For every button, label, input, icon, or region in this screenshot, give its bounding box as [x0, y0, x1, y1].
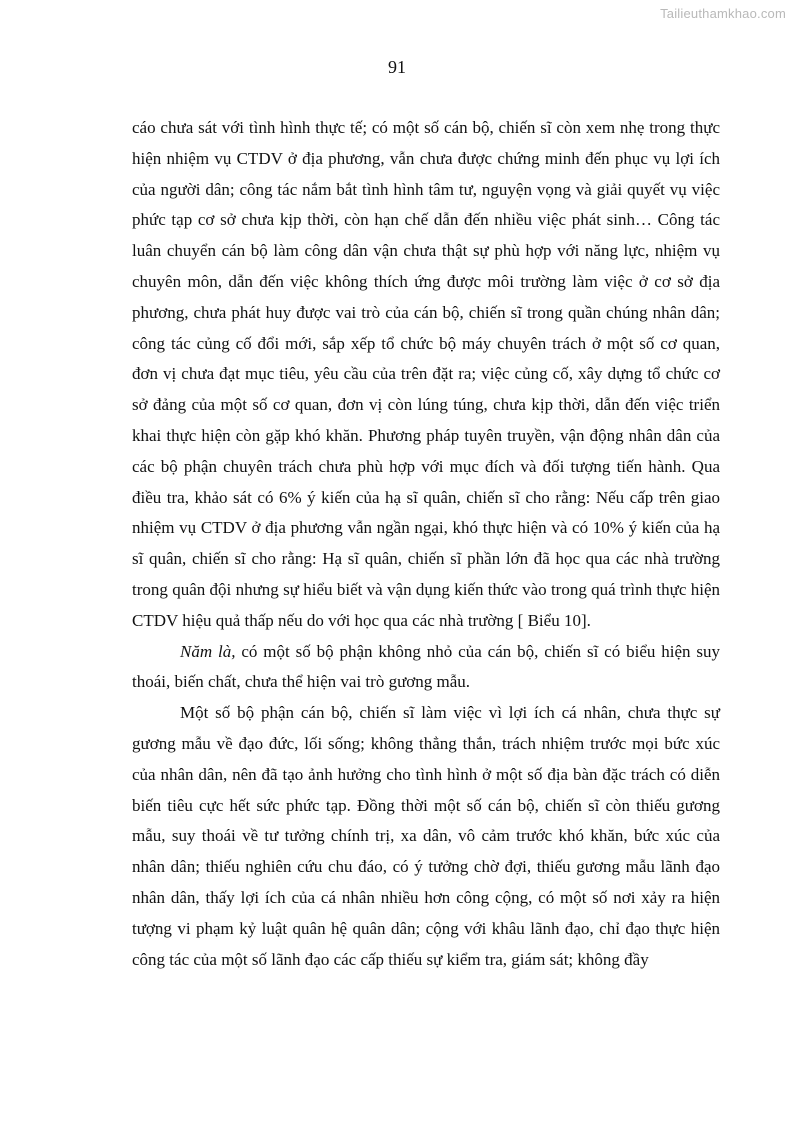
paragraph-text: có một số bộ phận không nhỏ của cán bộ, chiến sĩ có biểu hiện suy thoái, biến chất, chưa thể hiện vai trò gương mẫu. — [132, 641, 721, 692]
paragraph-detail: Một số bộ phận cán bộ, chiến sĩ làm việc vì lợi ích cá nhân, chưa thực sự gương mẫu về đạo đức, lối sống; không thẳng thắn, trách nhiệm trước mọi bức xúc của nhân dân, nên đã tạo ảnh hưởng cho tình hình ở một số địa bàn đặc trách có diễn biến tiêu cực hết sức phức tạp. Đồng thời một số cán bộ, chiến sĩ còn thiếu gương mẫu, suy thoái về tư tưởng chính trị, xa dân, vô cảm trước khó khăn, bức xúc của nhân dân; thiếu nghiên cứu chu đáo, có ý tưởng chờ đợi, thiếu gương mẫu lãnh đạo nhân dân, thấy lợi ích của cá nhân nhiều hơn công cộng, có một số nơi xảy ra hiện tượng vi phạm kỷ luật quân hệ quân dân; cộng với khâu lãnh đạo, chỉ đạo thực hiện công tác của một số lãnh đạo các cấp thiếu sự kiểm tra, giám sát; không đầy — [132, 703, 720, 969]
document-body — [132, 113, 720, 975]
paragraph-fifth-point — [132, 637, 720, 699]
page-number: 91 — [388, 57, 406, 77]
paragraph-lead-phrase: Năm là, — [180, 641, 236, 661]
watermark: Tailieuthamkhao.com — [660, 6, 786, 21]
paragraph-continuation: cáo chưa sát với tình hình thực tế; có một số cán bộ, chiến sĩ còn xem nhẹ trong thực hiện nhiệm vụ CTDV ở địa phương, vẫn chưa được chứng minh đến phục vụ lợi ích của người dân; công tác nắm bắt tình hình tâm tư, nguyện vọng và giải quyết vụ việc phức tạp cơ sở chưa kịp thời, còn hạn chế dẫn đến nhiều việc phát sinh… Công tác luân chuyển cán bộ làm công dân vận chưa thật sự phù hợp với năng lực, nhiệm vụ chuyên môn, dẫn đến việc không thích ứng được môi trường làm việc ở cơ sở địa phương, chưa phát huy được vai trò của cán bộ, chiến sĩ trong quần chúng nhân dân; công tác củng cố đổi mới, sắp xếp tổ chức bộ máy chuyên trách ở một số cơ quan, đơn vị chưa đạt mục tiêu, yêu cầu của trên đặt ra; việc củng cố, xây dựng tổ chức cơ sở đảng của một số cơ quan, đơn vị còn lúng túng, chưa kịp thời, dẫn đến việc triển khai thực hiện còn gặp khó khăn. Phương pháp tuyên truyền, vận động nhân dân của các bộ phận chuyên trách chưa phù hợp với mục đích và đối tượng tiến hành. Qua điều tra, khảo sát có 6% ý kiến của hạ sĩ quân, chiến sĩ cho rằng: Nếu cấp trên giao nhiệm vụ CTDV ở địa phương vẫn ngần ngại, khó thực hiện và có 10% ý kiến của hạ sĩ quân, chiến sĩ cho rằng: Hạ sĩ quân, chiến sĩ phần lớn đã học qua các nhà trường trong quân đội nhưng sự hiểu biết và vận dụng kiến thức vào trong quá trình thực hiện CTDV hiệu quả thấp nếu do với học qua các nhà trường [ Biểu 10]. — [132, 118, 720, 630]
